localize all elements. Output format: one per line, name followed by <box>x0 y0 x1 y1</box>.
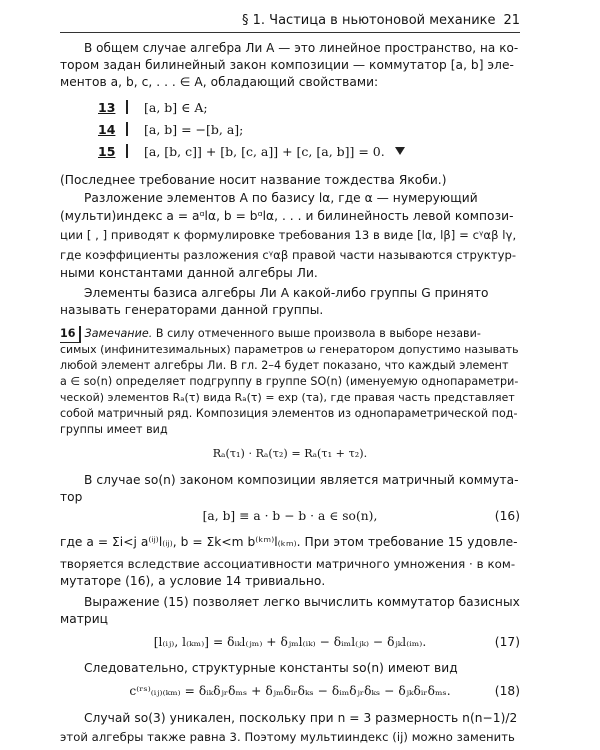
p6-line-3: мутаторе (16), а условие 14 тривиально. <box>60 574 326 588</box>
p3-line-1: Разложение элементов A по базису lα, где α — нумерующий <box>84 191 478 205</box>
p1-line-2: тором задан билинейный закон композиции — коммутатор [a, b] эле- <box>60 58 515 72</box>
p8-line: Следовательно, структурные константы so(n) имеют вид <box>84 661 458 675</box>
equation-16-number: (16) <box>494 509 520 523</box>
p3-line-2: (мульти)индекс a = aᵅlα, b = bᵅlα, . . . и билинейность левой компози- <box>60 209 514 223</box>
equation-17-number: (17) <box>494 635 520 649</box>
tag-bar <box>126 100 128 114</box>
note-text: В силу отмеченного выше произвола в выборе незави- <box>155 327 481 340</box>
equation-16 <box>60 508 520 524</box>
note-label: Замечание. <box>84 327 153 340</box>
equation-17-formula: [l₍ᵢⱼ₎, l₍ₖₘ₎] = δᵢₖl₍ⱼₘ₎ + δⱼₘl₍ᵢₖ₎ − δᵢₘl₍ⱼₖ₎ − δⱼₖl₍ᵢₘ₎. <box>153 635 427 649</box>
p9-line-1: Случай so(3) уникален, поскольку при n = 3 размерность n(n−1)/2 <box>84 711 518 725</box>
note-line-4: a ∈ so(n) определяет подгруппу в группе SO(n) (именуемую однопараметри- <box>60 375 519 388</box>
p4-line-1: Элементы базиса алгебры Ли A какой-либо группы G принято <box>84 286 489 300</box>
p4-line-2: называть генераторами данной группы. <box>60 303 324 317</box>
note-line-5: ческой) элементов Rₐ(τ) вида Rₐ(τ) = exp (τa), где правая часть представляет <box>60 391 515 404</box>
p6-line-1: где a = Σi<j a⁽ⁱʲ⁾l₍ᵢⱼ₎, b = Σk<m b⁽ᵏᵐ⁾l₍ₖₘ₎. При этом требование 15 удовле- <box>60 535 518 549</box>
p2-line: (Последнее требование носит название тождества Якоби.) <box>60 173 447 187</box>
note-line-1 <box>60 326 520 343</box>
requirement-14 <box>98 122 243 137</box>
tag-bar <box>126 122 128 136</box>
p3-line-3: ции [ , ] приводят к формулировке требования 13 в виде [lα, lβ] = cᵞαβ lγ, <box>60 228 517 242</box>
note-line-6: собой матричный ряд. Композиция элементов из однопараметрической под- <box>60 407 518 420</box>
p1-line-3: ментов a, b, c, . . . ∈ A, обладающий свойствами: <box>60 75 379 89</box>
requirement-15 <box>98 144 405 159</box>
end-of-proof-triangle-icon <box>395 147 405 155</box>
note-line-3: любой элемент алгебры Ли. В гл. 2–4 будет показано, что каждый элемент <box>60 359 509 372</box>
requirement-tag: 13 <box>98 100 116 115</box>
equation-17 <box>60 634 520 650</box>
p1-line-1: В общем случае алгебра Ли A — это линейное пространство, на ко- <box>84 41 519 55</box>
page-number: 21 <box>503 13 520 28</box>
note-formula: Rₐ(τ₁) · Rₐ(τ₂) = Rₐ(τ₁ + τ₂). <box>212 447 368 460</box>
p3-line-5: ными константами данной алгебры Ли. <box>60 266 318 280</box>
requirement-formula: [a, b] ∈ A; <box>143 100 208 115</box>
requirement-formula: [a, b] = −[b, a]; <box>143 122 244 137</box>
equation-18 <box>60 683 520 699</box>
note-line-2: симых (инфинитезимальных) параметров ω генератором допустимо называть <box>60 343 519 356</box>
equation-18-formula: c⁽ʳˢ⁾₍ᵢⱼ₎₍ₖₘ₎ = δᵢₖδⱼᵣδₘₛ + δⱼₘδᵢᵣδₖₛ − δᵢₘδⱼᵣδₖₛ − δⱼₖδᵢᵣδₘₛ. <box>129 684 451 698</box>
requirement-tag: 15 <box>98 144 116 159</box>
running-header <box>60 10 520 33</box>
equation-16-formula: [a, b] ≡ a · b − b · a ∈ so(n), <box>202 509 378 523</box>
tag-bar <box>126 144 128 158</box>
p7-line-2: матриц <box>60 612 109 626</box>
p7-line-1: Выражение (15) позволяет легко вычислить коммутатор базисных <box>84 595 520 609</box>
p5-line-1: В случае so(n) законом композиции является матричный коммута- <box>84 473 519 487</box>
requirement-13 <box>98 100 208 115</box>
p3-line-4: где коэффициенты разложения cᵞαβ правой части называются структур- <box>60 248 517 262</box>
requirement-formula: [a, [b, c]] + [b, [c, a]] + [c, [a, b]] = 0. <box>143 144 385 159</box>
note-line-7: группы имеет вид <box>60 423 168 436</box>
equation-18-number: (18) <box>494 684 520 698</box>
running-header-title: § 1. Частица в ньютоновой механике <box>242 13 496 28</box>
p5-line-2: тор <box>60 490 83 504</box>
note-tag: 16 <box>60 326 81 343</box>
p9-line-2: этой алгебры также равна 3. Поэтому мультииндекс (ij) можно заменить <box>60 730 515 744</box>
p6-line-2: творяется вследствие ассоциативности матричного умножения · в ком- <box>60 557 516 571</box>
requirement-tag: 14 <box>98 122 116 137</box>
